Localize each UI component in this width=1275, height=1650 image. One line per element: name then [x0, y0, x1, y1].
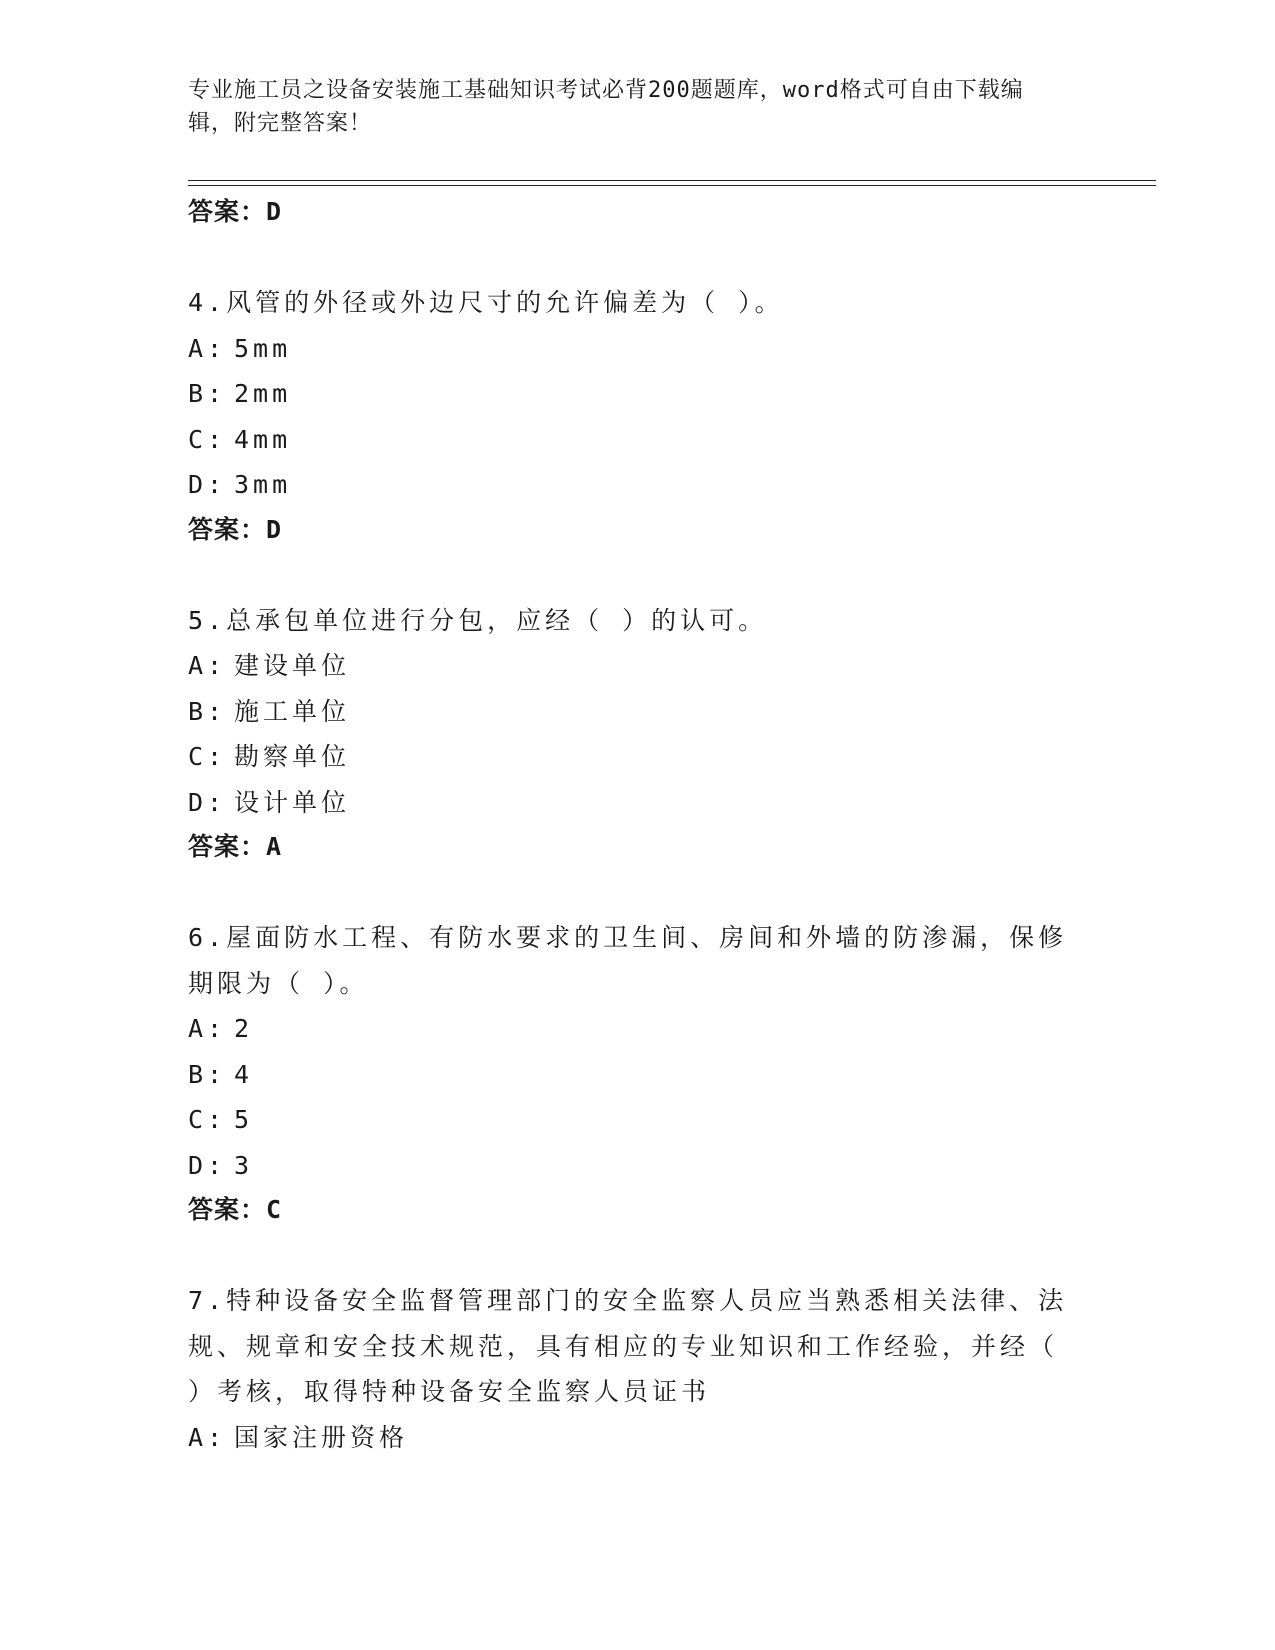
option-text: 勘察单位	[234, 742, 351, 771]
option-text: 2	[234, 1014, 254, 1043]
option-item	[188, 643, 1088, 689]
header-divider-top	[188, 180, 1156, 181]
option-text: 施工单位	[234, 696, 351, 726]
option-item	[188, 417, 1088, 463]
answer-line: 答案：C	[188, 1195, 283, 1224]
answer-line: 答案：D	[188, 514, 283, 544]
option-key: B:	[188, 696, 227, 726]
option-key: D:	[188, 787, 227, 817]
option-text: 2mm	[234, 379, 292, 408]
option-text: 5	[234, 1105, 254, 1134]
option-key: D:	[188, 1150, 227, 1180]
option-text: 设计单位	[234, 787, 351, 817]
option-item	[188, 462, 1088, 508]
question-block	[188, 1278, 1088, 1460]
question-block	[188, 598, 1088, 870]
option-key: D:	[188, 470, 227, 499]
option-item	[188, 1415, 1088, 1461]
option-item	[188, 1006, 1088, 1052]
option-item	[188, 1143, 1088, 1189]
option-item	[188, 1052, 1088, 1098]
option-item	[188, 780, 1088, 826]
option-item	[188, 1097, 1088, 1143]
question-block	[188, 915, 1088, 1232]
answer-line: 答案：A	[188, 832, 283, 861]
option-item	[188, 371, 1088, 417]
answer-line: 答案：D	[188, 197, 283, 226]
option-key: A:	[188, 1422, 227, 1452]
option-key: C:	[188, 742, 227, 771]
option-item	[188, 326, 1088, 372]
option-text: 4mm	[234, 424, 292, 454]
option-item	[188, 734, 1088, 780]
header-divider-bottom	[188, 185, 1156, 186]
question-text: 6.屋面防水工程、有防水要求的卫生间、房间和外墙的防渗漏，保修期限为（ ）。	[188, 923, 1068, 998]
option-key: B:	[188, 1059, 227, 1089]
option-text: 4	[234, 1059, 254, 1089]
option-text: 建设单位	[234, 651, 351, 680]
option-key: A:	[188, 1014, 227, 1043]
option-text: 3	[234, 1150, 254, 1180]
question-block	[188, 280, 1088, 552]
option-item	[188, 689, 1088, 735]
question-text: 4.风管的外径或外边尺寸的允许偏差为（ ）。	[188, 288, 784, 317]
option-text: 国家注册资格	[234, 1422, 409, 1452]
question-text: 7.特种设备安全监督管理部门的安全监察人员应当熟悉相关法律、法规、规章和安全技术规范，具有相应的专业知识和工作经验，并经（ ）考核，取得特种设备安全监察人员证书	[188, 1286, 1068, 1406]
option-key: A:	[188, 333, 227, 363]
document-header: 专业施工员之设备安装施工基础知识考试必背200题题库，word格式可自由下载编辑，附完整答案！	[188, 78, 1024, 136]
option-key: B:	[188, 379, 227, 408]
option-text: 5mm	[234, 333, 292, 363]
option-text: 3mm	[234, 470, 292, 499]
question-list	[188, 190, 1088, 1460]
option-key: C:	[188, 424, 227, 454]
option-key: A:	[188, 651, 227, 680]
question-text: 5.总承包单位进行分包，应经（ ）的认可。	[188, 605, 768, 635]
option-key: C:	[188, 1105, 227, 1134]
